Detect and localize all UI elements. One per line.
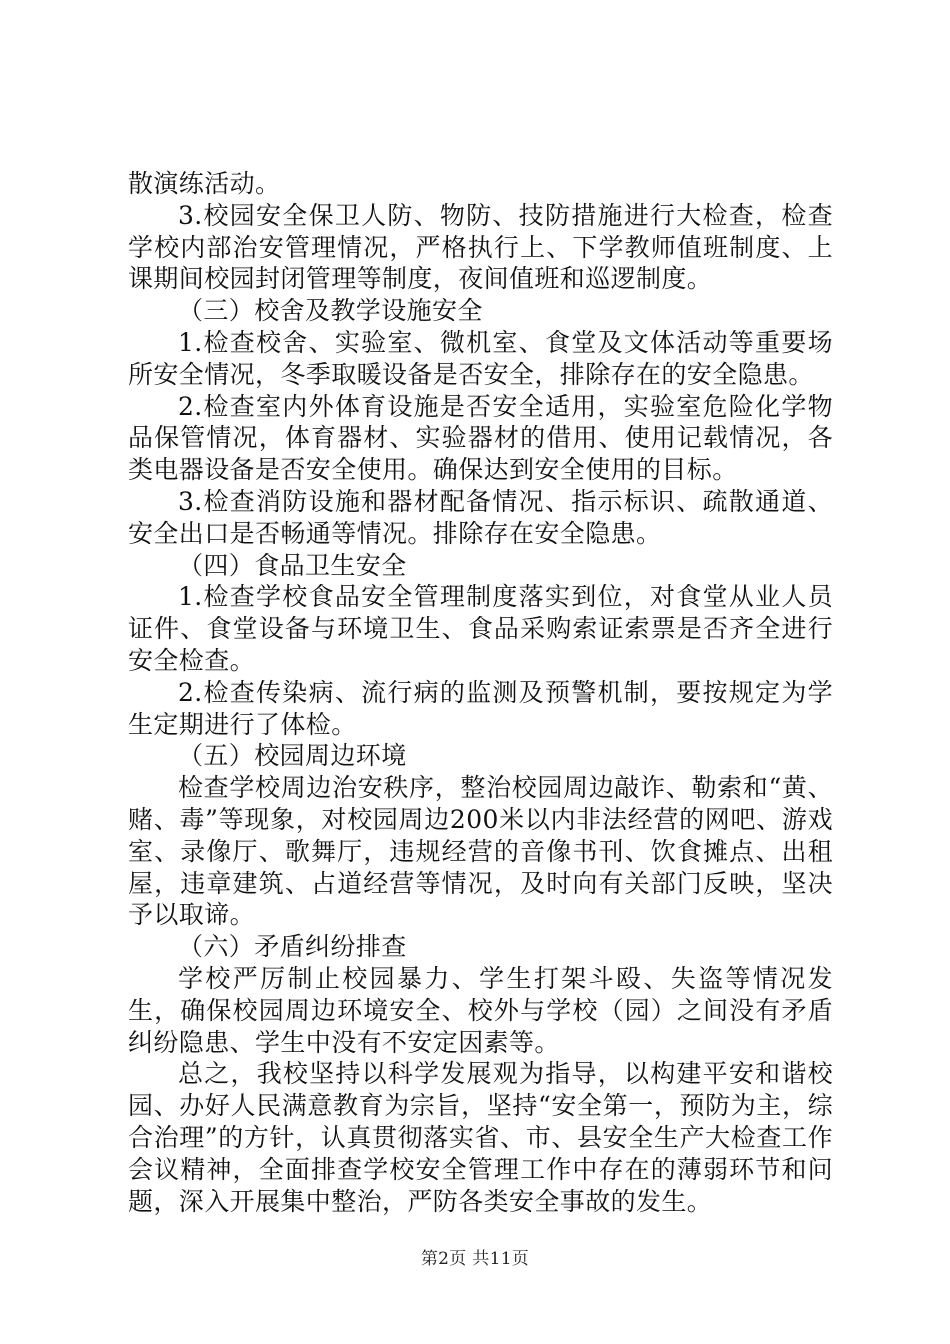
paragraph-item-2-facilities: 2.检查室内外体育设施是否安全适用，实验室危险化学物品保管情况，体育器材、实验器材的借用、使用记载情况，各类电器设备是否安全使用。确保达到安全使用的目标。 [128,391,833,485]
paragraph-summary: 总之，我校坚持以科学发展观为指导，以构建平安和谐校园、办好人民满意教育为宗旨，坚持“安全第一，预防为主，综合治理”的方针，认真贯彻落实省、市、县安全生产大检查工作会议精神，全面排查学校安全管理工作中存在的薄弱环节和问题，深入开展集中整治，严防各类安全事故的发生。 [128,1059,833,1216]
section-heading-5: （五）校园周边环境 [178,741,407,771]
paragraph-conflicts: 学校严厉制止校园暴力、学生打架斗殴、失盗等情况发生，确保校园周边环境安全、校外与学校（园）之间没有矛盾纠纷隐患、学生中没有不安定因素等。 [128,963,833,1057]
paragraph-item-3-campus-security: 3.校园安全保卫人防、物防、技防措施进行大检查，检查学校内部治安管理情况，严格执行上、下学教师值班制度、上课期间校园封闭管理等制度，夜间值班和巡逻制度。 [128,200,833,294]
paragraph-item-3-fire-safety: 3.检查消防设施和器材配备情况、指示标识、疏散通道、安全出口是否畅通等情况。排除存在安全隐患。 [128,486,833,548]
paragraph-item-2-disease: 2.检查传染病、流行病的监测及预警机制，要按规定为学生定期进行了体检。 [128,677,833,739]
paragraph-item-1-buildings: 1.检查校舍、实验室、微机室、食堂及文体活动等重要场所安全情况，冬季取暖设备是否安全，排除存在的安全隐患。 [128,327,833,389]
section-heading-6: （六）矛盾纠纷排查 [178,932,407,962]
section-heading-4: （四）食品卫生安全 [178,550,407,580]
page-number-footer: 第2页 共11页 [420,1249,530,1269]
paragraph-item-1-food-safety: 1.检查学校食品安全管理制度落实到位，对食堂从业人员证件、食堂设备与环境卫生、食品采购索证索票是否齐全进行安全检查。 [128,582,833,675]
section-heading-3: （三）校舍及教学设施安全 [178,296,483,326]
paragraph-surroundings: 检查学校周边治安秩序，整治校园周边敲诈、勒索和“黄、赌、毒”等现象，对校园周边200米以内非法经营的网吧、游戏室、录像厅、歌舞厅，违规经营的音像书刊、饮食摊点、出租屋，违章建筑、占道经营等情况，及时向有关部门反映，坚决予以取谛。 [128,773,833,930]
paragraph-continuation: 散演练活动。 [128,169,281,198]
document-body [128,168,833,1217]
